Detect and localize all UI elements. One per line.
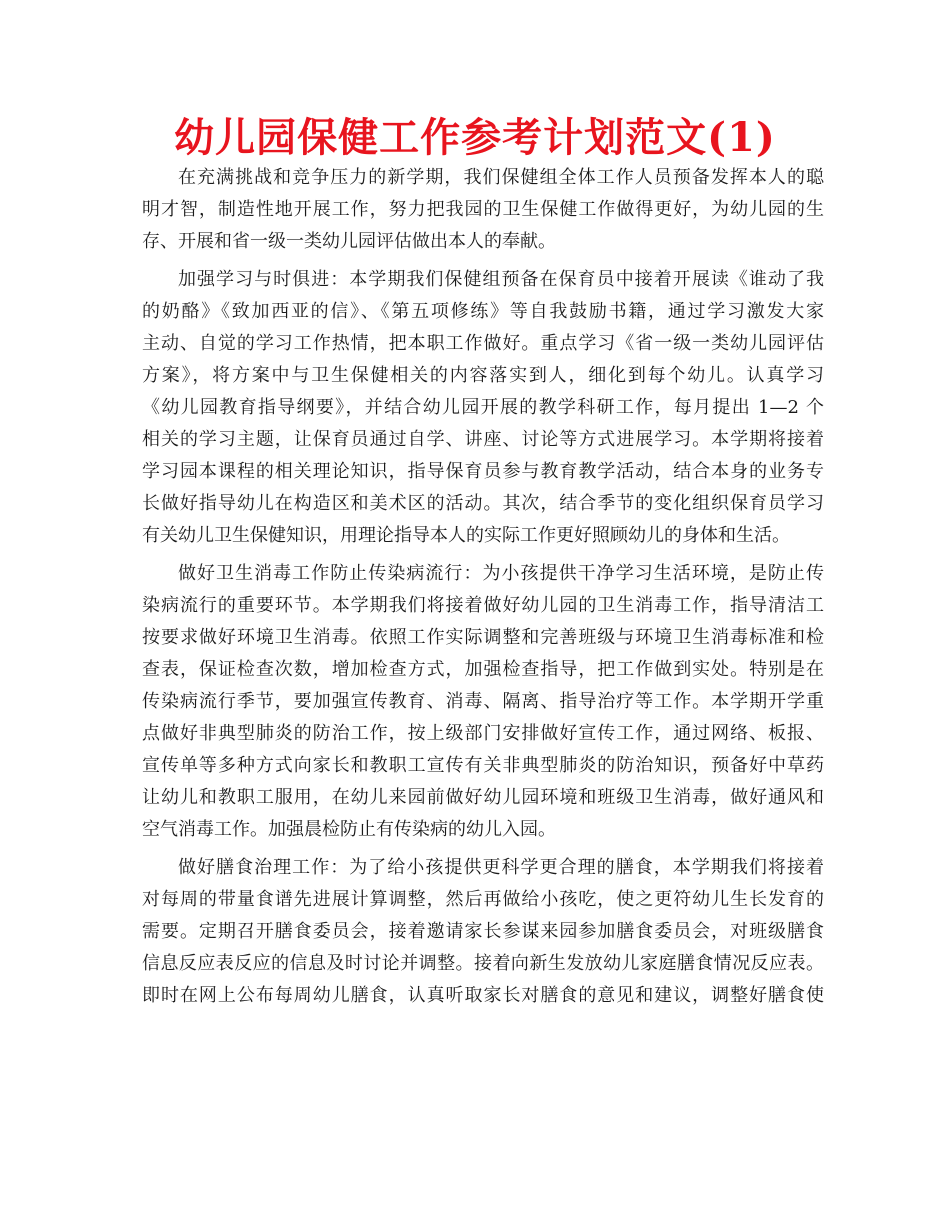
paragraph-line: 存、开展和省一级一类幼儿园评估做出本人的奉献。 [142, 231, 556, 252]
paragraph-line: 主动、自觉的学习工作热情，把本职工作做好。重点学习《省一级一类幼儿园评估 [142, 333, 824, 354]
paragraph-line: 查表，保证检查次数，增加检查方式，加强检查指导，把工作做到实处。特别是在 [142, 659, 824, 680]
paragraph-line: 传染病流行季节，要加强宣传教育、消毒、隔离、指导治疗等工作。本学期开学重 [142, 691, 824, 712]
paragraph-line: 有关幼儿卫生保健知识，用理论指导本人的实际工作更好照顾幼儿的身体和生活。 [142, 525, 790, 546]
paragraph-line: 让幼儿和教职工服用，在幼儿来园前做好幼儿园环境和班级卫生消毒，做好通风和 [142, 787, 824, 808]
paragraph-line: 在充满挑战和竞争压力的新学期，我们保健组全体工作人员预备发挥本人的聪 [178, 167, 824, 188]
paragraph-line: 即时在网上公布每周幼儿膳食，认真听取家长对膳食的意见和建议，调整好膳食使 [142, 985, 824, 1006]
paragraph-line: 加强学习与时俱进：本学期我们保健组预备在保育员中接着开展读《谁动了我 [178, 269, 824, 290]
paragraph-line: 做好卫生消毒工作防止传染病流行：为小孩提供干净学习生活环境，是防止传 [178, 563, 824, 584]
paragraph-line: 《幼儿园教育指导纲要》，并结合幼儿园开展的教学科研工作，每月提出 1—2 个 [142, 397, 824, 418]
paragraph-line: 需要。定期召开膳食委员会，接着邀请家长参谋来园参加膳食委员会，对班级膳食 [142, 921, 824, 942]
paragraph-line: 长做好指导幼儿在构造区和美术区的活动。其次，结合季节的变化组织保育员学习 [142, 493, 824, 514]
paragraph-line: 点做好非典型肺炎的防治工作，按上级部门安排做好宣传工作，通过网络、板报、 [142, 723, 824, 744]
document-body [142, 162, 824, 1018]
paragraph-line: 的奶酪》《致加西亚的信》、《第五项修练》等自我鼓励书籍，通过学习激发大家 [142, 301, 824, 322]
paragraph-line: 染病流行的重要环节。本学期我们将接着做好幼儿园的卫生消毒工作，指导清洁工 [142, 595, 824, 616]
paragraph-line: 做好膳食治理工作：为了给小孩提供更科学更合理的膳食，本学期我们将接着 [178, 857, 824, 878]
document-title: 幼儿园保健工作参考计划范文(1) [174, 114, 776, 161]
paragraph [142, 852, 824, 1012]
paragraph-line: 空气消毒工作。加强晨检防止有传染病的幼儿入园。 [142, 819, 556, 840]
paragraph [142, 264, 824, 552]
paragraph-line: 方案》，将方案中与卫生保健相关的内容落实到人，细化到每个幼儿。认真学习 [142, 365, 824, 386]
paragraph-line: 相关的学习主题，让保育员通过自学、讲座、讨论等方式进展学习。本学期将接着 [142, 429, 824, 450]
paragraph-line: 按要求做好环境卫生消毒。依照工作实际调整和完善班级与环境卫生消毒标准和检 [142, 627, 824, 648]
paragraph-line: 对每周的带量食谱先进展计算调整，然后再做给小孩吃，使之更符幼儿生长发育的 [142, 889, 824, 910]
paragraph-line: 信息反应表反应的信息及时讨论并调整。接着向新生发放幼儿家庭膳食情况反应表。 [142, 953, 824, 974]
paragraph-line: 宣传单等多种方式向家长和教职工宣传有关非典型肺炎的防治知识，预备好中草药 [142, 755, 824, 776]
paragraph [142, 162, 824, 258]
paragraph-line: 明才智，制造性地开展工作，努力把我园的卫生保健工作做得更好，为幼儿园的生 [142, 199, 824, 220]
paragraph [142, 558, 824, 846]
paragraph-line: 学习园本课程的相关理论知识，指导保育员参与教育教学活动，结合本身的业务专 [142, 461, 824, 482]
